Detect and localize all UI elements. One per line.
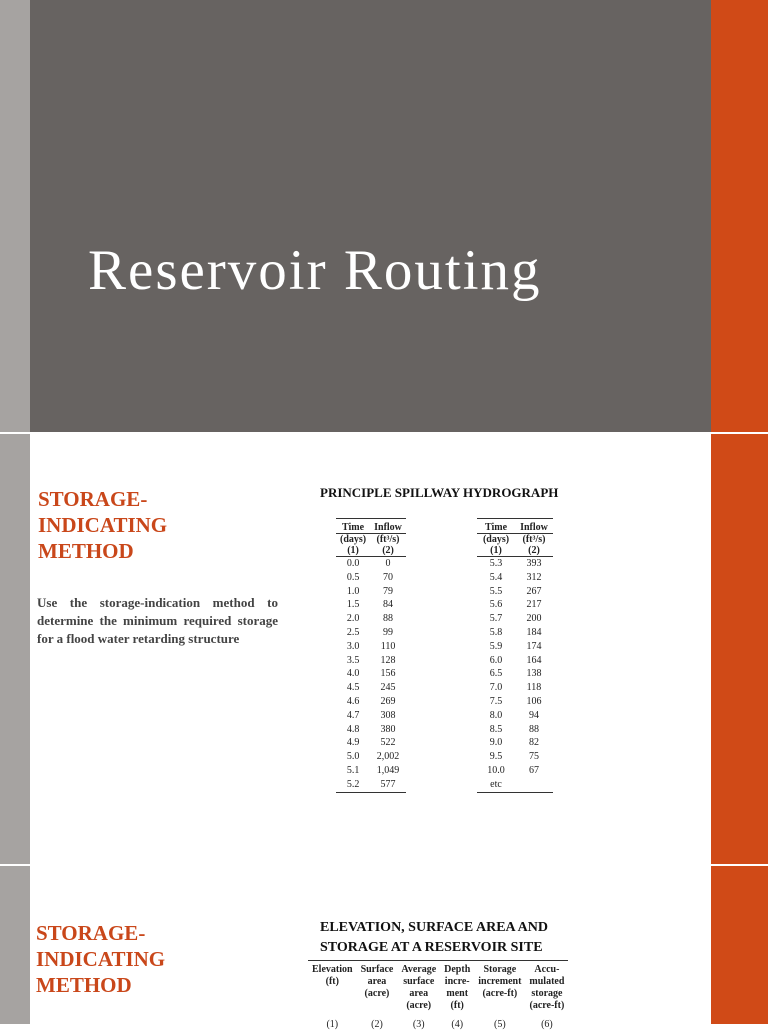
table-row — [336, 778, 406, 792]
table-row — [336, 585, 406, 599]
heading-line: STORAGE- — [36, 921, 146, 945]
right-accent-bar — [711, 434, 768, 864]
column-header: Surface area (acre) — [357, 961, 398, 1013]
heading-line: STORAGE- — [38, 487, 148, 511]
table-cell: 8.0 — [489, 709, 503, 721]
table-cell: 0.0 — [346, 558, 360, 569]
column-header: (ft³/s) — [522, 534, 546, 545]
table-cell: 79 — [383, 585, 394, 597]
column-number: (1) — [326, 1019, 339, 1030]
left-accent-bar — [0, 0, 30, 432]
table-row — [477, 709, 553, 723]
table-cell: 0 — [385, 558, 391, 569]
table-row — [477, 750, 553, 764]
table-row — [336, 654, 406, 668]
table-row — [336, 598, 406, 612]
hydrograph-slide — [0, 434, 768, 864]
column-header: (2) — [515, 545, 553, 557]
table-row — [477, 585, 553, 599]
table-cell: 164 — [526, 654, 542, 666]
table-cell: 84 — [383, 599, 394, 611]
table-row — [336, 571, 406, 585]
table-row — [336, 750, 406, 764]
elevation-slide — [0, 866, 768, 1030]
table-row — [477, 723, 553, 737]
table-cell: 5.9 — [489, 640, 503, 652]
table-cell: 577 — [370, 778, 406, 792]
table-cell: 6.5 — [489, 668, 503, 680]
table-row — [477, 736, 553, 750]
table-cell: 269 — [380, 695, 396, 707]
table-cell: 88 — [383, 613, 394, 625]
table-cell: 156 — [380, 668, 396, 680]
column-header: Average surface area (acre) — [397, 961, 440, 1013]
table-cell: 3.5 — [346, 654, 360, 666]
table-cell — [515, 778, 553, 792]
table-cell: 9.5 — [489, 751, 503, 763]
table-cell: 106 — [526, 695, 542, 707]
table-row — [477, 626, 553, 640]
table-cell: 70 — [383, 571, 394, 583]
table-title-line: ELEVATION, SURFACE AREA AND — [320, 920, 548, 935]
table-cell: 1,049 — [376, 764, 400, 776]
table-row — [477, 571, 553, 585]
table-cell: 5.1 — [346, 764, 360, 776]
table-row — [336, 764, 406, 778]
table-cell: 10.0 — [487, 764, 505, 776]
column-header: Elevation (ft) — [308, 961, 357, 1013]
table-cell: 3.0 — [346, 640, 360, 652]
elevation-table — [308, 960, 568, 1032]
table-cell: 75 — [529, 751, 539, 763]
table-cell: 4.8 — [346, 723, 360, 735]
table-row — [477, 654, 553, 668]
column-header: Accu- mulated storage (acre-ft) — [525, 961, 568, 1013]
table-row — [336, 681, 406, 695]
column-header: (1) — [336, 545, 370, 557]
table-row — [477, 598, 553, 612]
table-cell: 174 — [526, 640, 542, 652]
table-cell: 4.5 — [346, 682, 360, 694]
table-row — [336, 736, 406, 750]
table-row — [336, 723, 406, 737]
table-cell: 8.5 — [489, 723, 503, 735]
table-cell: 4.6 — [346, 695, 360, 707]
column-number: (3) — [412, 1019, 425, 1030]
column-header: Time — [336, 519, 370, 534]
table-cell: 110 — [380, 640, 396, 652]
table-row — [477, 778, 553, 792]
table-cell: 1.5 — [346, 599, 360, 611]
column-header: Inflow — [515, 519, 553, 534]
table-cell: 5.6 — [489, 599, 503, 611]
table-cell: 4.9 — [346, 737, 360, 749]
heading-line: METHOD — [36, 973, 132, 997]
table-cell: 0.5 — [346, 571, 360, 583]
column-number: (6) — [541, 1019, 553, 1030]
section-heading — [36, 920, 165, 998]
table-row — [336, 695, 406, 709]
table-cell: 9.0 — [489, 737, 503, 749]
table-cell: 200 — [526, 613, 542, 625]
left-accent-bar — [0, 866, 30, 1024]
column-header: Inflow — [370, 519, 406, 534]
table-cell: 267 — [526, 585, 542, 597]
hydrograph-table-right — [477, 518, 553, 793]
heading-line: INDICATING — [38, 513, 168, 537]
table-cell: 94 — [529, 709, 539, 721]
table-title — [320, 918, 548, 958]
table-row — [477, 681, 553, 695]
table-cell: 245 — [380, 682, 396, 694]
table-cell: 184 — [526, 626, 542, 638]
table-row — [477, 640, 553, 654]
column-header: Time — [477, 519, 515, 534]
table-row — [336, 612, 406, 626]
table-cell: 522 — [380, 737, 396, 749]
table-cell: 312 — [526, 571, 542, 583]
title-panel — [30, 0, 711, 432]
table-row — [477, 557, 553, 571]
table-cell: 1.0 — [346, 585, 360, 597]
table-cell: 393 — [526, 558, 542, 569]
table-title-line: STORAGE AT A RESERVOIR SITE — [320, 940, 543, 955]
right-accent-bar — [711, 866, 768, 1024]
table-cell: 88 — [529, 723, 539, 735]
table-cell: 67 — [529, 764, 539, 776]
column-number: (4) — [451, 1019, 464, 1030]
table-cell: 99 — [383, 626, 394, 638]
heading-line: METHOD — [38, 539, 134, 563]
table-row — [477, 612, 553, 626]
table-row — [477, 695, 553, 709]
table-cell: 5.4 — [489, 571, 503, 583]
column-number: (5) — [494, 1019, 506, 1030]
table-cell: 380 — [380, 723, 396, 735]
hydrograph-table-left — [336, 518, 406, 793]
table-cell: 2.5 — [346, 626, 360, 638]
column-header: Depth incre- ment (ft) — [440, 961, 474, 1013]
column-header: (days) — [482, 534, 510, 545]
column-header: Storage increment (acre-ft) — [474, 961, 525, 1013]
table-cell: 118 — [526, 682, 542, 694]
table-row — [336, 626, 406, 640]
left-accent-bar — [0, 434, 30, 864]
table-cell: 5.3 — [489, 558, 503, 569]
table-cell: 138 — [526, 668, 542, 680]
table-cell: 82 — [529, 737, 539, 749]
column-header: (days) — [340, 534, 367, 545]
table-cell: 308 — [380, 709, 396, 721]
table-row — [477, 764, 553, 778]
table-row — [336, 640, 406, 654]
column-header: (ft³/s) — [376, 534, 400, 545]
table-row — [336, 557, 406, 571]
table-cell: 5.0 — [346, 751, 360, 763]
table-title: PRINCIPLE SPILLWAY HYDROGRAPH — [320, 485, 559, 500]
table-row — [336, 709, 406, 723]
title-slide — [0, 0, 768, 432]
slide-title: Reservoir Routing — [88, 239, 542, 302]
table-cell: 217 — [526, 599, 542, 611]
table-cell: 128 — [380, 654, 396, 666]
table-cell: 7.0 — [489, 682, 503, 694]
table-row — [336, 667, 406, 681]
description-text: Use the storage-indication method to determine the minimum required storage for a flood water retarding structure — [37, 595, 278, 646]
column-number: (2) — [371, 1019, 383, 1030]
table-cell: 6.0 — [489, 654, 503, 666]
table-cell: 5.5 — [489, 585, 503, 597]
table-cell: 4.0 — [346, 668, 360, 680]
table-cell: 5.7 — [489, 613, 503, 625]
column-header: (1) — [477, 545, 515, 557]
table-cell: 2.0 — [346, 613, 360, 625]
table-cell: 7.5 — [489, 695, 503, 707]
table-cell: 5.8 — [489, 626, 503, 638]
column-header: (2) — [370, 545, 406, 557]
heading-line: INDICATING — [36, 947, 166, 971]
right-accent-bar — [711, 0, 768, 432]
table-cell: 2,002 — [376, 751, 400, 763]
table-cell: 4.7 — [346, 709, 360, 721]
section-heading — [38, 486, 167, 564]
table-cell: etc — [477, 778, 515, 792]
table-row — [477, 667, 553, 681]
table-cell: 5.2 — [336, 778, 370, 792]
